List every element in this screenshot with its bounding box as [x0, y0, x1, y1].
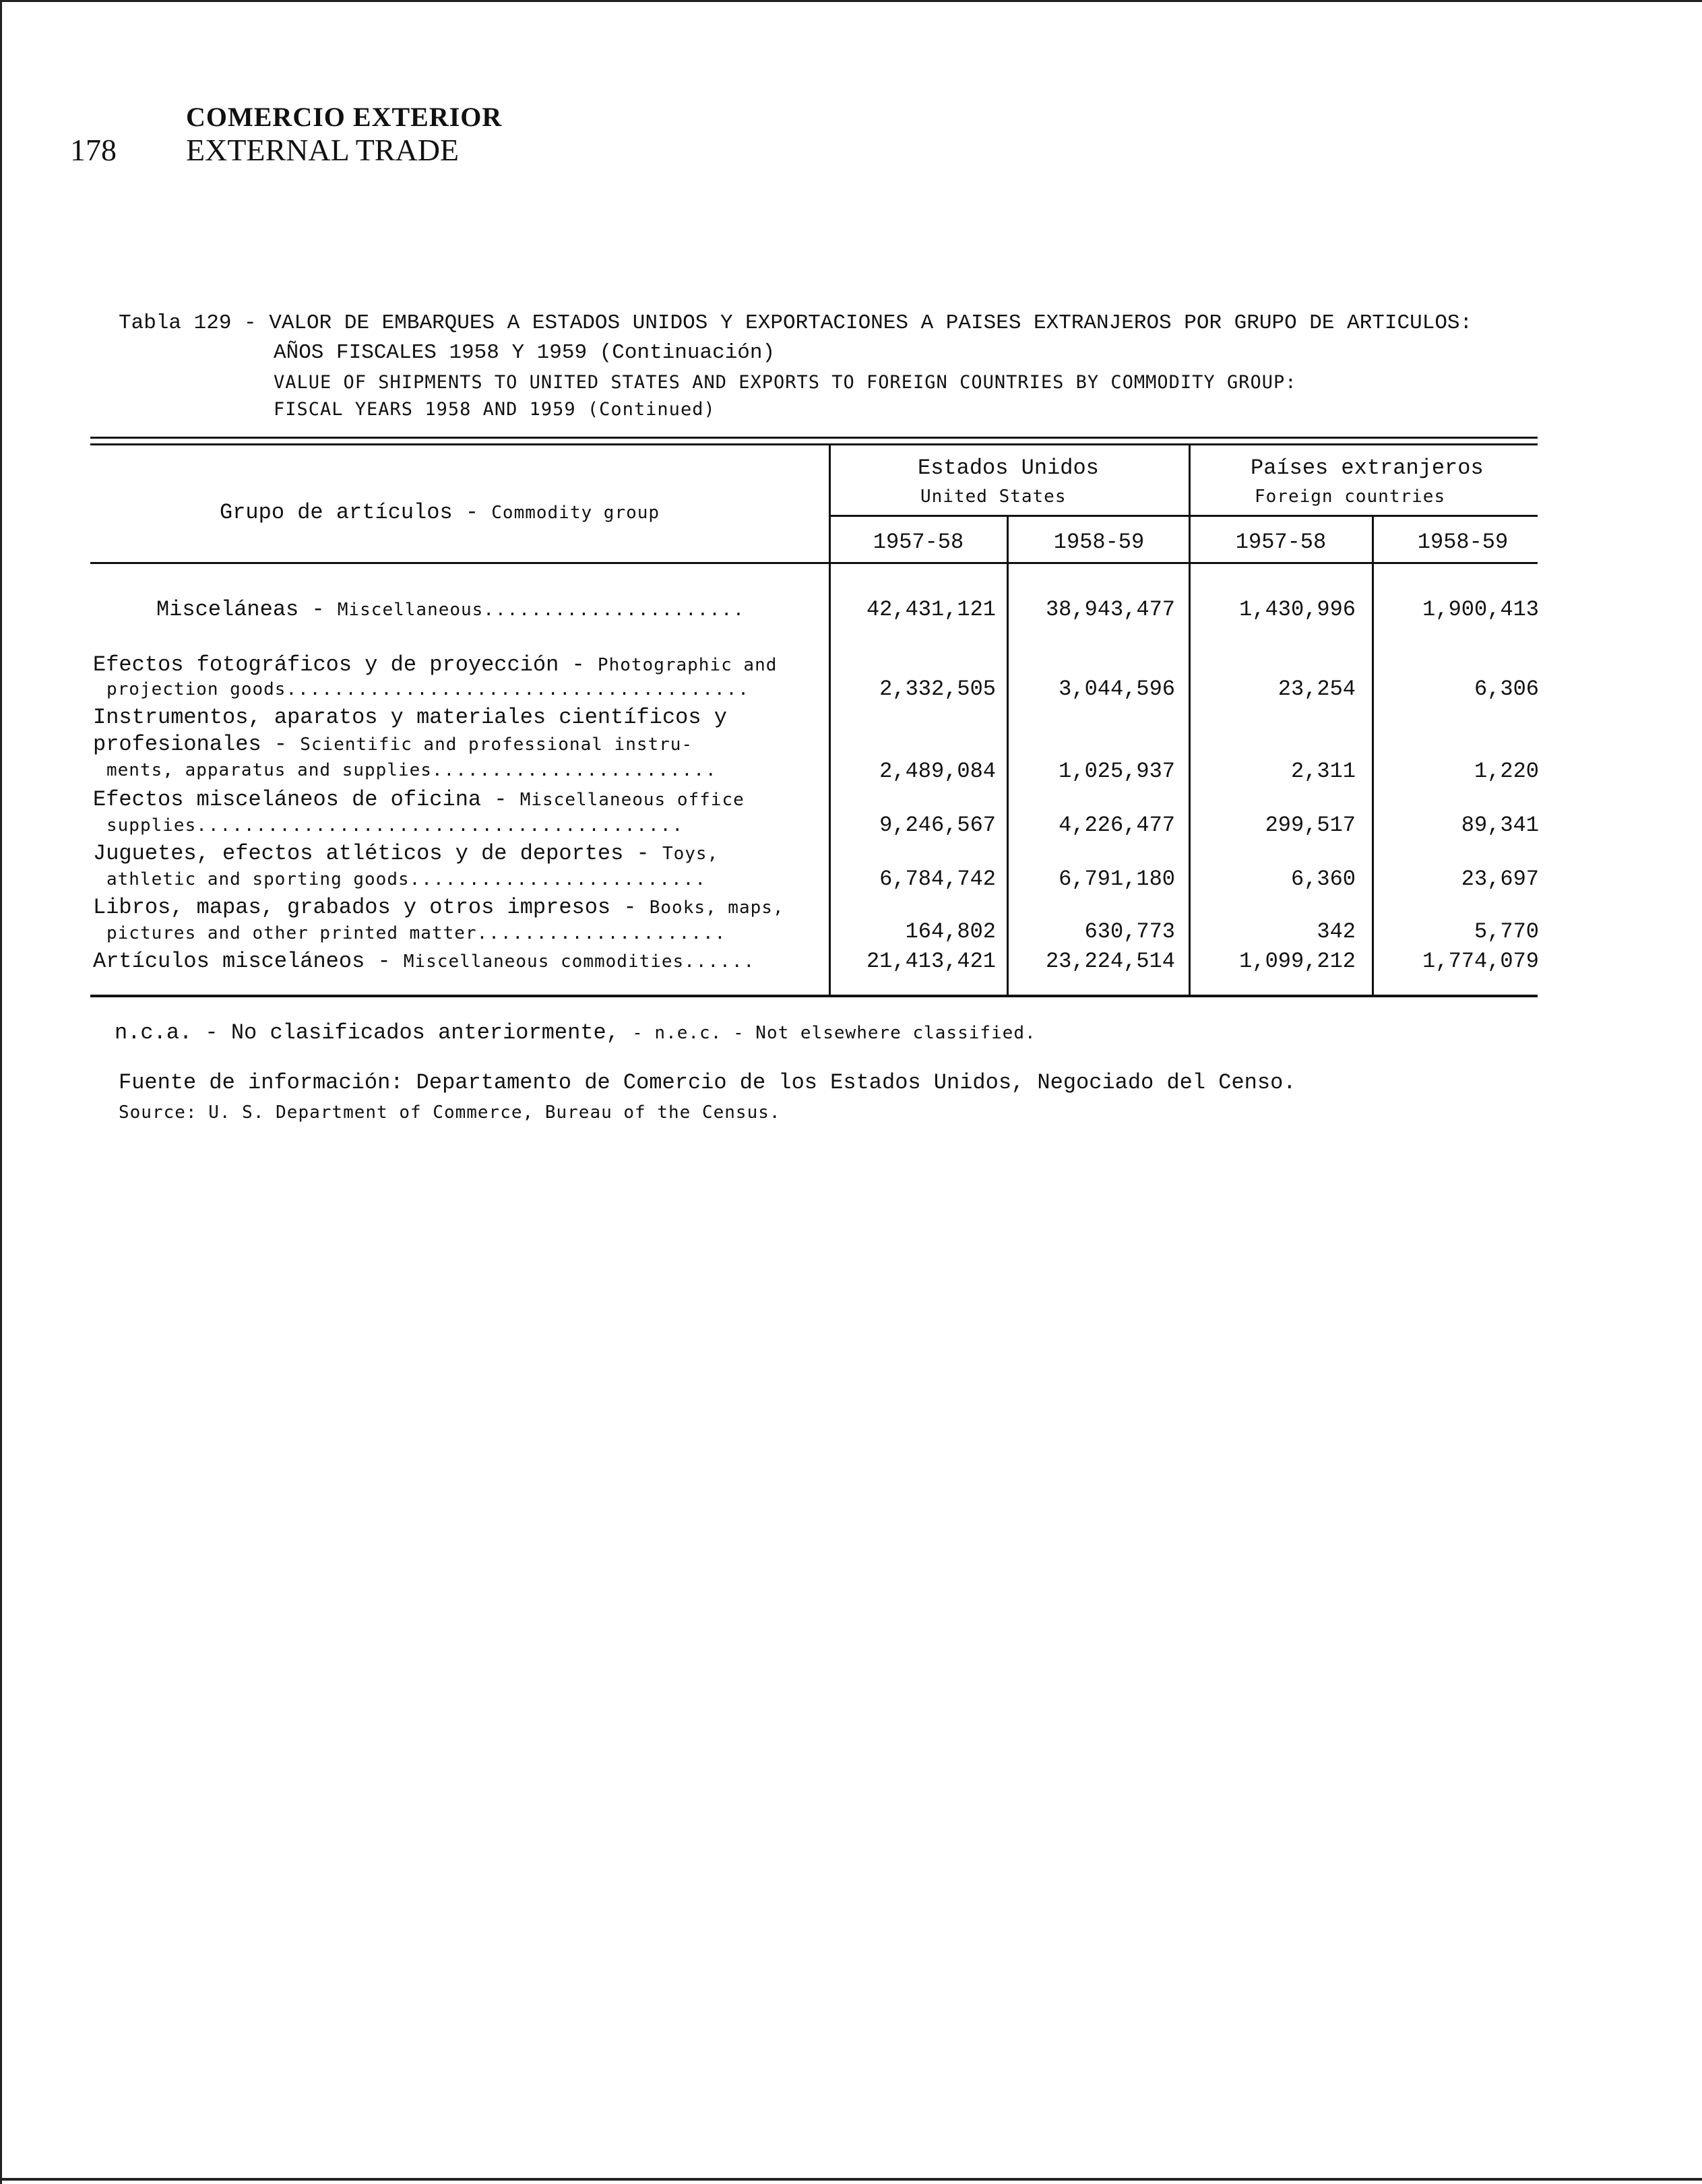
- row-label-en: projection goods: [106, 679, 286, 699]
- cell-toys-foreign-1957-58: 6,360: [1290, 867, 1356, 892]
- cell-toys-foreign-1958-59: 23,697: [1461, 867, 1539, 892]
- row-label-es: Efectos misceláneos de oficina -: [93, 787, 520, 812]
- cell-photo-us-1958-59: 3,044,596: [1059, 677, 1175, 701]
- leader-dots: ......: [684, 951, 756, 972]
- row-label-es: Artículos misceláneos -: [93, 949, 404, 974]
- leader-dots: ........................: [431, 760, 718, 780]
- column-header-commodity-group-es: Grupo de artículos -: [220, 500, 492, 525]
- cell-scientific-foreign-1957-58: 2,311: [1290, 759, 1356, 784]
- table-title-spanish-line-1: Tabla 129 - VALOR DE EMBARQUES A ESTADOS UNIDOS Y EXPORTACIONES A PAISES EXTRANJEROS POR GRUPO DE ARTICULOS:: [119, 311, 1473, 335]
- page-number: 178: [70, 133, 117, 167]
- cell-toys-us-1958-59: 6,791,180: [1059, 867, 1175, 892]
- cell-office-foreign-1957-58: 299,517: [1265, 813, 1356, 838]
- leader-dots: ......................: [483, 600, 745, 620]
- running-header-english: EXTERNAL TRADE: [186, 133, 460, 167]
- table-title-english-line-2: FISCAL YEARS 1958 AND 1959 (Continued): [274, 399, 716, 420]
- row-label-en: athletic and sporting goods: [106, 869, 410, 890]
- cell-photo-foreign-1957-58: 23,254: [1278, 677, 1356, 701]
- source-note-english: Source: U. S. Department of Commerce, Bureau of the Census.: [119, 1102, 781, 1123]
- footnote-nec-es: n.c.a. - No clasificados anteriormente,: [115, 1020, 633, 1045]
- cell-toys-us-1957-58: 6,784,742: [879, 867, 996, 892]
- table-title-english-line-1: VALUE OF SHIPMENTS TO UNITED STATES AND EXPORTS TO FOREIGN COUNTRIES BY COMMODITY GROUP:: [274, 372, 1297, 393]
- column-header-commodity-group: [220, 500, 660, 525]
- column-header-commodity-group-en: Commodity group: [491, 503, 660, 523]
- cell-office-foreign-1958-59: 89,341: [1461, 813, 1539, 838]
- row-label-en: supplies: [106, 815, 197, 836]
- row-label-en: Books, maps,: [649, 898, 784, 918]
- column-header-united-states-en: United States: [920, 487, 1067, 507]
- cell-photo-foreign-1958-59: 6,306: [1474, 677, 1539, 701]
- cell-misc-commodities-foreign-1958-59: 1,774,079: [1422, 949, 1539, 974]
- cell-scientific-us-1958-59: 1,025,937: [1059, 759, 1175, 784]
- cell-photo-us-1957-58: 2,332,505: [879, 677, 996, 701]
- column-header-us-1958-59: 1958-59: [1053, 530, 1145, 555]
- cell-misc-us-1957-58: 42,431,121: [866, 597, 996, 622]
- cell-misc-foreign-1957-58: 1,430,996: [1239, 597, 1356, 622]
- running-header-spanish: COMERCIO EXTERIOR: [186, 102, 503, 132]
- column-divider-3: [1189, 445, 1191, 996]
- cell-misc-us-1958-59: 38,943,477: [1045, 597, 1175, 622]
- table-top-rule: [90, 437, 1538, 439]
- cell-misc-commodities-us-1958-59: 23,224,514: [1045, 949, 1175, 974]
- row-label-en: Miscellaneous office: [519, 790, 745, 810]
- leader-dots: .........................................: [196, 815, 685, 836]
- leader-dots: .....................: [476, 923, 727, 943]
- row-label-es: profesionales -: [93, 732, 301, 757]
- header-bottom-rule: [90, 562, 1538, 564]
- footnote-nec-en: - n.e.c. - Not elsewhere classified.: [632, 1023, 1036, 1043]
- row-label-en: Miscellaneous commodities: [403, 951, 685, 972]
- cell-books-us-1957-58: 164,802: [905, 919, 996, 944]
- table-bottom-rule: [90, 995, 1538, 997]
- page-border-bottom: [0, 2178, 1702, 2181]
- cell-misc-commodities-us-1957-58: 21,413,421: [866, 949, 996, 974]
- cell-books-us-1958-59: 630,773: [1084, 919, 1175, 944]
- cell-scientific-foreign-1958-59: 1,220: [1474, 759, 1539, 784]
- column-header-foreign-1958-59: 1958-59: [1417, 530, 1509, 555]
- row-label-es: Efectos fotográficos y de proyección -: [93, 652, 598, 677]
- leader-dots: .......................................: [286, 679, 750, 699]
- source-note-spanish: Fuente de información: Departamento de Comercio de los Estados Unidos, Negociado del Censo.: [119, 1070, 1296, 1095]
- column-group-rule: [830, 515, 1538, 517]
- column-header-us-1957-58: 1957-58: [873, 530, 964, 555]
- table-top-rule-double: [90, 443, 1538, 445]
- cell-office-us-1957-58: 9,246,567: [879, 813, 996, 838]
- footnote-nec: [115, 1020, 1036, 1045]
- page-border-left: [0, 0, 2, 2184]
- cell-misc-commodities-foreign-1957-58: 1,099,212: [1239, 949, 1356, 974]
- cell-misc-foreign-1958-59: 1,900,413: [1422, 597, 1539, 622]
- row-label-es: Juguetes, efectos atléticos y de deportes -: [93, 841, 662, 866]
- row-label-en: Scientific and professional instru-: [300, 735, 693, 755]
- column-header-united-states-es: Estados Unidos: [918, 456, 1099, 480]
- row-label-es: Instrumentos, aparatos y materiales científicos y: [93, 705, 727, 730]
- cell-office-us-1958-59: 4,226,477: [1059, 813, 1175, 838]
- column-divider-1: [829, 445, 831, 996]
- row-label-en: ments, apparatus and supplies: [106, 760, 432, 780]
- cell-books-foreign-1958-59: 5,770: [1474, 919, 1539, 944]
- row-label-en: Photographic and: [597, 655, 778, 675]
- leader-dots: .........................: [409, 869, 707, 890]
- column-header-foreign-countries-en: Foreign countries: [1255, 487, 1446, 507]
- table-title-spanish-line-2: AÑOS FISCALES 1958 Y 1959 (Continuación): [274, 341, 776, 365]
- cell-books-foreign-1957-58: 342: [1317, 919, 1356, 944]
- page-border-top: [0, 0, 1702, 2]
- row-label-es: Misceláneas -: [156, 597, 338, 622]
- row-label-en: Toys,: [662, 844, 719, 864]
- row-label-es: Libros, mapas, grabados y otros impresos -: [93, 895, 650, 920]
- row-label-en: pictures and other printed matter: [106, 923, 477, 943]
- column-header-foreign-countries-es: Países extranjeros: [1251, 456, 1484, 480]
- row-label-en: Miscellaneous: [337, 600, 484, 620]
- column-header-foreign-1957-58: 1957-58: [1235, 530, 1327, 555]
- cell-scientific-us-1957-58: 2,489,084: [879, 759, 996, 784]
